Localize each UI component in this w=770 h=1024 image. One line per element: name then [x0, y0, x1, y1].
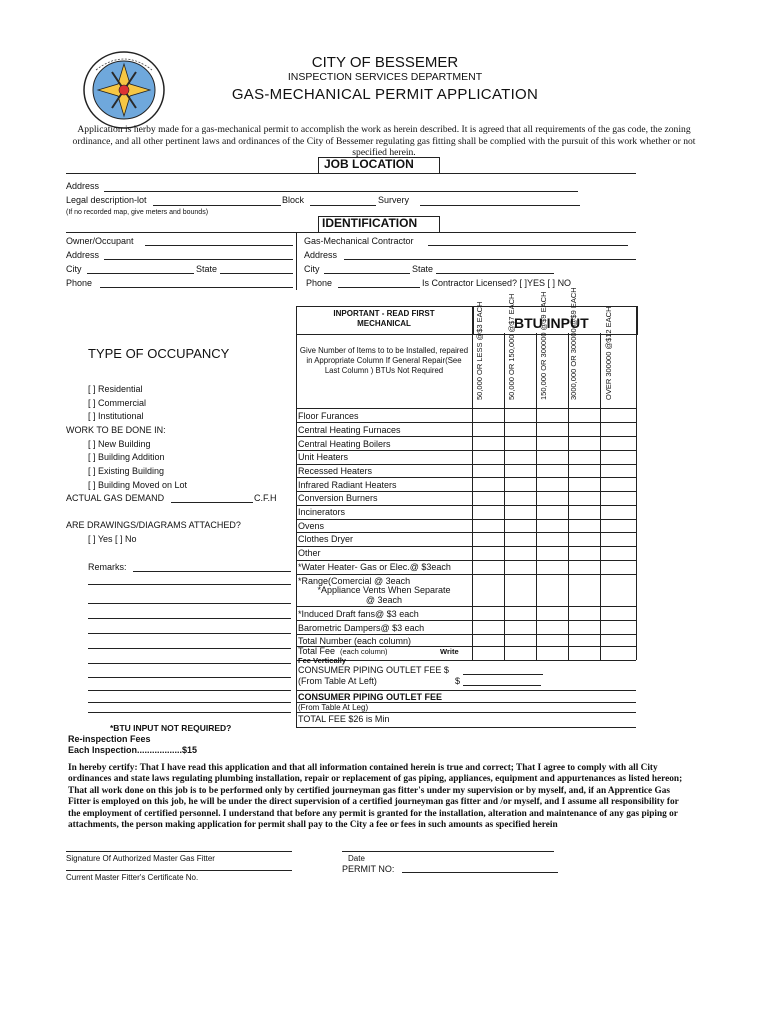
col-header-150k: 50,000 OR 150,000 @$7 EACH [507, 293, 516, 400]
piping-fee-field[interactable] [463, 674, 543, 675]
certification-text: In hereby certify: That I have read this application and that all information contained herein is true and correct; That I agree to comply with all City ordinances and state laws regulating plumbing installation, repair or replacement of gas piping, appliances, equipment and appurtenances as listed hereon; That all work done on this job is to be performed only by certified journeyman gas fitter's under my supervision or by myself, and, if an Apprentice Gas Fitter is employed on this job, he will be under the direct supervision of a certified journeyman gas fitter and /or myself, and I assume all responsibility for the employment of certified personnel. I understand that before any permit is granted for the installation, alteration and maintenance of any gas piping or attachments, the person making application for permit shall pay to the City a fee or fees in such amounts as specified herein [68, 763, 683, 831]
contractor-city-label: City [304, 264, 320, 274]
legal-description-label: Legal description-lot [66, 195, 147, 205]
gas-demand-label: ACTUAL GAS DEMAND [66, 493, 165, 503]
owner-label: Owner/Occupant [66, 236, 134, 246]
row-conversion-burners: Conversion Burners [298, 493, 378, 503]
owner-city-label: City [66, 264, 82, 274]
department-name: INSPECTION SERVICES DEPARTMENT [287, 71, 483, 83]
remarks-line-6[interactable] [88, 648, 291, 649]
owner-address-label: Address [66, 250, 100, 260]
owner-field[interactable] [145, 245, 293, 246]
total-fee-min: TOTAL FEE $26 is Min [298, 714, 390, 724]
job-address-field[interactable] [104, 191, 578, 192]
row-incinerators: Incinerators [298, 507, 346, 517]
remarks-line-8[interactable] [88, 677, 291, 678]
owner-phone-label: Phone [66, 278, 93, 288]
remarks-line-2[interactable] [88, 584, 291, 585]
row-ovens: Ovens [298, 521, 325, 531]
remarks-line-5[interactable] [88, 633, 291, 634]
certificate-no-field[interactable] [66, 870, 292, 871]
fee-vertically-note: Fee Vertically [298, 656, 346, 665]
survey-field[interactable] [420, 205, 580, 206]
remarks-line-11[interactable] [88, 712, 291, 713]
occupancy-commercial[interactable]: [ ] Commercial [88, 398, 147, 408]
drawings-options[interactable]: [ ] Yes [ ] No [88, 534, 137, 544]
row-floor-furnaces: Floor Furances [298, 411, 359, 421]
col-header-50k: 50,000 OR LESS @$3 EACH [475, 301, 484, 400]
survey-label: Survery [378, 195, 410, 205]
btu-not-required: *BTU INPUT NOT REQUIRED? [110, 723, 232, 733]
remarks-line-1[interactable] [133, 571, 291, 572]
row-central-heating-furnaces: Central Heating Furnaces [298, 425, 401, 435]
contractor-field[interactable] [428, 245, 628, 246]
remarks-line-9[interactable] [88, 690, 291, 691]
contractor-address-field[interactable] [344, 259, 636, 260]
work-to-be-done-heading: WORK TO BE DONE IN: [66, 425, 166, 435]
from-table-dollar: $ [455, 676, 461, 686]
remarks-label: Remarks: [88, 562, 127, 572]
row-unit-heaters: Unit Heaters [298, 452, 349, 462]
write-note: Write [440, 647, 459, 656]
job-address-label: Address [66, 181, 100, 191]
btu-input-heading: BTU INPUT [514, 315, 589, 331]
from-table-field[interactable] [463, 685, 541, 686]
contractor-city-field[interactable] [324, 273, 410, 274]
row-other: Other [298, 548, 321, 558]
contractor-phone-label: Phone [306, 278, 333, 288]
date-field[interactable] [342, 851, 554, 852]
block-label: Block [282, 195, 305, 205]
contractor-state-field[interactable] [436, 273, 554, 274]
row-total-number: Total Number (each column) [298, 636, 412, 646]
row-infrared-radiant-heaters: Infrared Radiant Heaters [298, 480, 397, 490]
remarks-line-4[interactable] [88, 618, 291, 619]
row-barometric-dampers: Barometric Dampers@ $3 each [298, 623, 425, 633]
owner-address-field[interactable] [104, 259, 293, 260]
row-induced-draft-fans: *Induced Draft fans@ $3 each [298, 609, 419, 619]
cfh-label: C.F.H [254, 493, 277, 503]
gas-demand-field[interactable] [171, 502, 253, 503]
from-table-leg: (From Table At Leg) [298, 703, 369, 712]
row-total-fee: Total Fee [298, 646, 336, 656]
work-new-building[interactable]: [ ] New Building [88, 439, 151, 449]
work-existing-building[interactable]: [ ] Existing Building [88, 466, 165, 476]
block-field[interactable] [310, 205, 376, 206]
remarks-line-3[interactable] [88, 603, 291, 604]
owner-state-field[interactable] [220, 273, 293, 274]
date-label: Date [348, 854, 365, 863]
owner-state-label: State [196, 264, 218, 274]
contractor-label: Gas-Mechanical Contractor [304, 236, 414, 246]
owner-city-field[interactable] [87, 273, 194, 274]
owner-phone-field[interactable] [100, 287, 293, 288]
remarks-line-7[interactable] [88, 663, 291, 664]
row-total-fee-each-column: (each column) [340, 647, 388, 656]
remarks-line-10[interactable] [88, 702, 291, 703]
identification-heading: IDENTIFICATION [322, 216, 418, 230]
important-notice: INPORTANT - READ FIRST MECHANICAL [333, 309, 435, 328]
contractor-phone-field[interactable] [338, 287, 420, 288]
contractor-address-label: Address [304, 250, 338, 260]
col-header-over300k: OVER 300000 @$12 EACH [604, 306, 613, 400]
col-header-300k: 150,000 OR 300000 @$9 EACH [539, 291, 548, 400]
form-title: GAS-MECHANICAL PERMIT APPLICATION [231, 86, 539, 103]
reinspection-fees-label: Re-inspection Fees [68, 734, 151, 744]
row-range-commercial: *Range(Comercial @ 3each [298, 576, 411, 586]
signature-field[interactable] [66, 851, 292, 852]
permit-no-field[interactable] [402, 872, 558, 873]
signature-label: Signature Of Authorized Master Gas Fitter [66, 854, 215, 863]
contractor-state-label: State [412, 264, 434, 274]
certificate-no-label: Current Master Fitter's Certificate No. [66, 873, 199, 882]
row-central-heating-boilers: Central Heating Boilers [298, 439, 391, 449]
from-table-left: (From Table At Left) [298, 676, 377, 686]
row-clothes-dryer: Clothes Dryer [298, 534, 354, 544]
row-recessed-heaters: Recessed Heaters [298, 466, 373, 476]
drawings-question: ARE DRAWINGS/DIAGRAMS ATTACHED? [66, 520, 241, 530]
instructions-text: Give Number of Items to to be Installed, repaired in Appropriate Column If General Repair(See Last Column ) BTUs Not Required [299, 346, 469, 375]
work-building-addition[interactable]: [ ] Building Addition [88, 452, 165, 462]
city-name: CITY OF BESSEMER [311, 54, 459, 71]
contractor-licensed-question[interactable]: Is Contractor Licensed? [ ]YES [ ] NO [422, 278, 572, 288]
meters-bounds-note: (If no recorded map, give meters and bounds) [66, 209, 209, 216]
intro-text: Application is herby made for a gas-mechanical permit to accomplish the work as herein described. It is agreed that all requirements of the gas code, the zoning ordinance, and all other pertinent laws and ordinances of the City of Bessemer regulating gas fitting shall be complied with the pursuit of this work whether or not specified herein. [72, 124, 696, 158]
work-building-moved[interactable]: [ ] Building Moved on Lot [88, 480, 188, 490]
permit-no-label: PERMIT NO: [342, 864, 395, 874]
piping-fee-label-2: CONSUMER PIPING OUTLET FEE [298, 692, 443, 702]
type-of-occupancy-heading: TYPE OF OCCUPANCY [88, 346, 230, 361]
col-header-3000k: 3000,000 OR 300000 @$9 EACH [569, 287, 578, 400]
piping-fee-label: CONSUMER PIPING OUTLET FEE $ [298, 665, 449, 675]
row-appliance-vents: *Appliance Vents When Separate @ 3each [317, 585, 451, 605]
row-water-heater: *Water Heater- Gas or Elec.@ $3each [298, 562, 451, 572]
each-inspection-fee: Each Inspection..................$15 [68, 745, 198, 755]
job-location-heading: JOB LOCATION [324, 157, 414, 171]
occupancy-residential[interactable]: [ ] Residential [88, 384, 143, 394]
legal-lot-field[interactable] [153, 205, 281, 206]
occupancy-institutional[interactable]: [ ] Institutional [88, 411, 144, 421]
